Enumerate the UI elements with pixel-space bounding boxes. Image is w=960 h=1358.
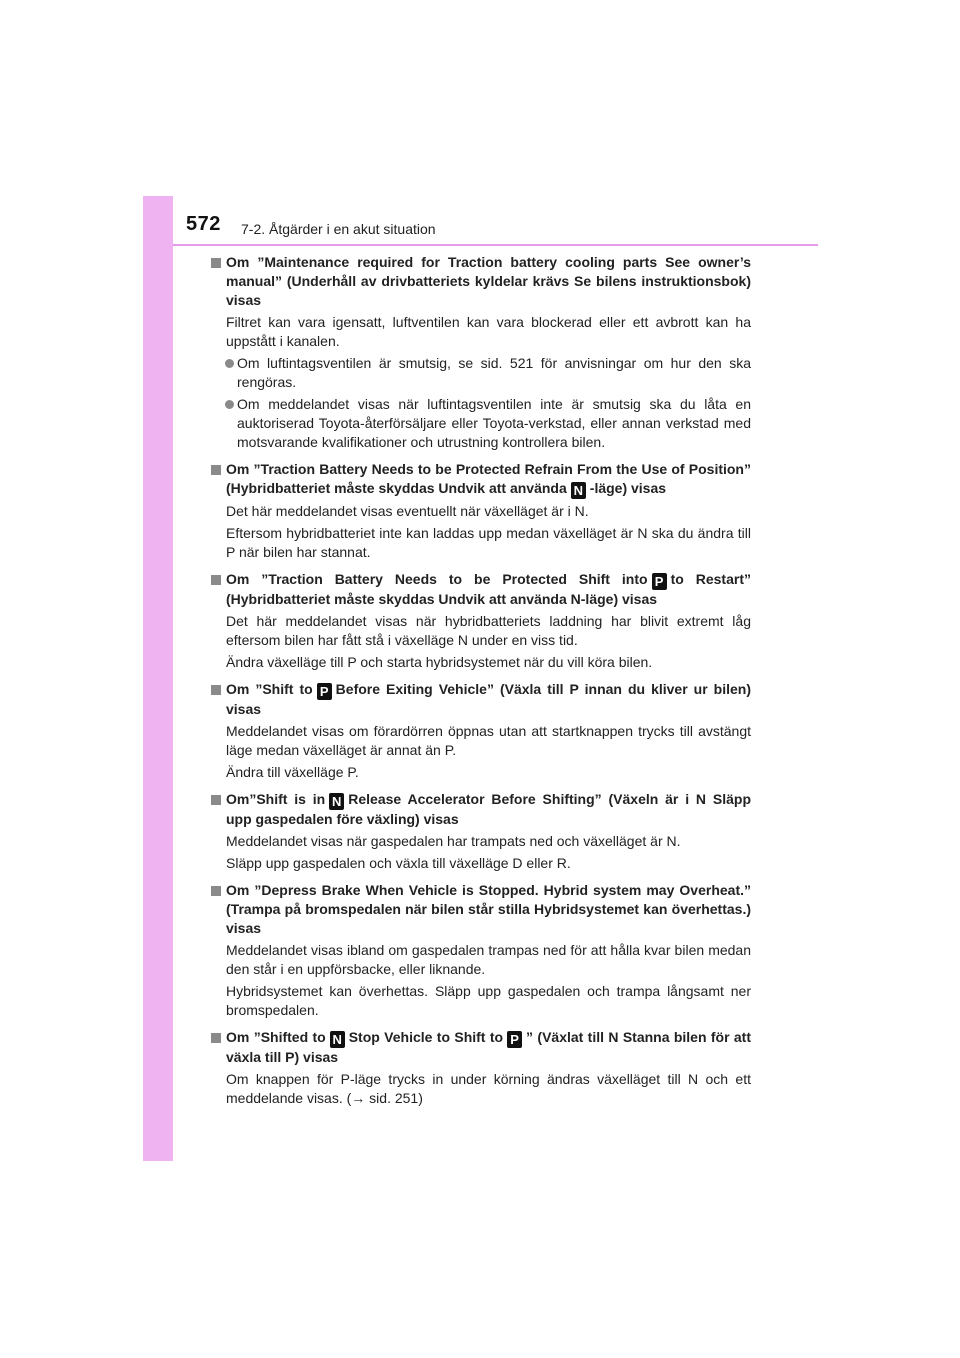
chapter-side-tab	[143, 196, 173, 1161]
bullet-text: Om meddelandet visas när luftintagsventilen inte är smutsig ska du låta en auktoriserad Toyota-återförsäljare eller Toyota-verkstad, eller annan verkstad med motsvarande kvalifikationer och utrustning kontrollera bilen.	[237, 396, 751, 450]
gear-p-icon: P	[317, 683, 332, 700]
heading-text: Om ”Shift to	[226, 681, 313, 697]
heading-text: to Restart” (Hybridbatteriet måste skyddas Undvik att använda N-läge) visas	[226, 571, 751, 607]
heading-text: Om ”Shifted to	[226, 1029, 326, 1045]
section-title: 7-2. Åtgärder i en akut situation	[241, 221, 436, 237]
body-paragraph: Meddelandet visas ibland om gaspedalen trampas ned för att hålla kvar bilen medan den står i en uppförsbacke, eller liknande.	[226, 942, 751, 977]
section-heading	[211, 790, 751, 829]
body-paragraph: Ändra till växelläge P.	[226, 764, 359, 780]
section-heading	[211, 881, 751, 938]
bullet-item	[211, 354, 751, 392]
square-bullet-icon	[211, 1033, 221, 1043]
round-bullet-icon	[225, 359, 234, 368]
body-paragraph: Meddelandet visas när gaspedalen har trampats ned och växelläget är N.	[226, 833, 681, 849]
header-rule	[173, 244, 818, 246]
page-number: 572	[186, 213, 221, 235]
page-content	[211, 253, 751, 1108]
body-paragraph: Eftersom hybridbatteriet inte kan laddas upp medan växelläget är N ska du ändra till P när bilen har stannat.	[226, 525, 751, 560]
heading-text: Release Accelerator Before Shifting” (Växeln är i N Släpp upp gaspedalen före växling) visas	[226, 791, 751, 827]
body-paragraph: Ändra växelläge till P och starta hybridsystemet när du vill köra bilen.	[226, 654, 653, 670]
square-bullet-icon	[211, 575, 221, 585]
heading-text: Before Exiting Vehicle” (Växla till P innan du kliver ur bilen) visas	[226, 681, 751, 717]
body-paragraph: Det här meddelandet visas när hybridbatteriets laddning har blivit extremt låg eftersom bilen har fått stå i växelläge N under en viss tid.	[226, 613, 751, 648]
gear-p-icon: P	[507, 1031, 522, 1048]
heading-text: Stop Vehicle to Shift to	[348, 1029, 504, 1045]
body-paragraph: Det här meddelandet visas eventuellt när växelläget är i N.	[226, 503, 589, 519]
section-heading	[211, 1028, 751, 1067]
section-heading	[211, 570, 751, 609]
square-bullet-icon	[211, 258, 221, 268]
body-paragraph: Släpp upp gaspedalen och växla till växelläge D eller R.	[226, 855, 571, 871]
section-heading	[211, 680, 751, 719]
body-paragraph: Meddelandet visas om förardörren öppnas utan att startknappen trycks till avstängt läge medan växelläget är annat än P.	[226, 723, 751, 758]
heading-text: ” (Växlat till N Stanna bilen för att växla till P) visas	[226, 1029, 752, 1065]
square-bullet-icon	[211, 685, 221, 695]
body-paragraph: Hybridsystemet kan överhettas. Släpp upp gaspedalen och trampa långsamt ner bromspedalen.	[226, 983, 751, 1018]
body-paragraph: Filtret kan vara igensatt, luftventilen kan vara blockerad eller ett avbrott kan ha uppstått i kanalen.	[226, 314, 751, 349]
heading-text: Om ”Maintenance required for Traction battery cooling parts See owner’s manual” (Underhåll av drivbatteriets kyldelar krävs Se bilens instruktionsbok) visas	[226, 254, 751, 308]
section-heading	[211, 253, 751, 310]
heading-text: Om ”Traction Battery Needs to be Protected Refrain From the Use of Position” (Hybridbatteriet måste skyddas Undvik att använda	[226, 461, 751, 496]
heading-text: -läge) visas	[589, 480, 667, 496]
gear-n-icon: N	[330, 1031, 345, 1048]
square-bullet-icon	[211, 886, 221, 896]
body-paragraph: Om knappen för P-läge trycks in under körning ändras växelläget till N och ett meddelande visas. (→ sid. 251)	[226, 1071, 751, 1106]
bullet-text: Om luftintagsventilen är smutsig, se sid. 521 för anvisningar om hur den ska rengöras.	[237, 355, 751, 390]
gear-n-icon: N	[329, 793, 344, 810]
square-bullet-icon	[211, 465, 221, 475]
heading-text: Om”Shift is in	[226, 791, 326, 807]
round-bullet-icon	[225, 400, 234, 409]
section-heading	[211, 460, 751, 499]
heading-text: Om ”Depress Brake When Vehicle is Stopped. Hybrid system may Overheat.” (Trampa på bromspedalen när bilen står stilla Hybridsystemet kan överhettas.) visas	[226, 882, 751, 936]
square-bullet-icon	[211, 795, 221, 805]
bullet-item	[211, 395, 751, 452]
gear-p-icon: P	[652, 573, 667, 590]
heading-text: Om ”Traction Battery Needs to be Protected Shift into	[226, 571, 648, 587]
gear-n-icon: N	[571, 482, 586, 499]
